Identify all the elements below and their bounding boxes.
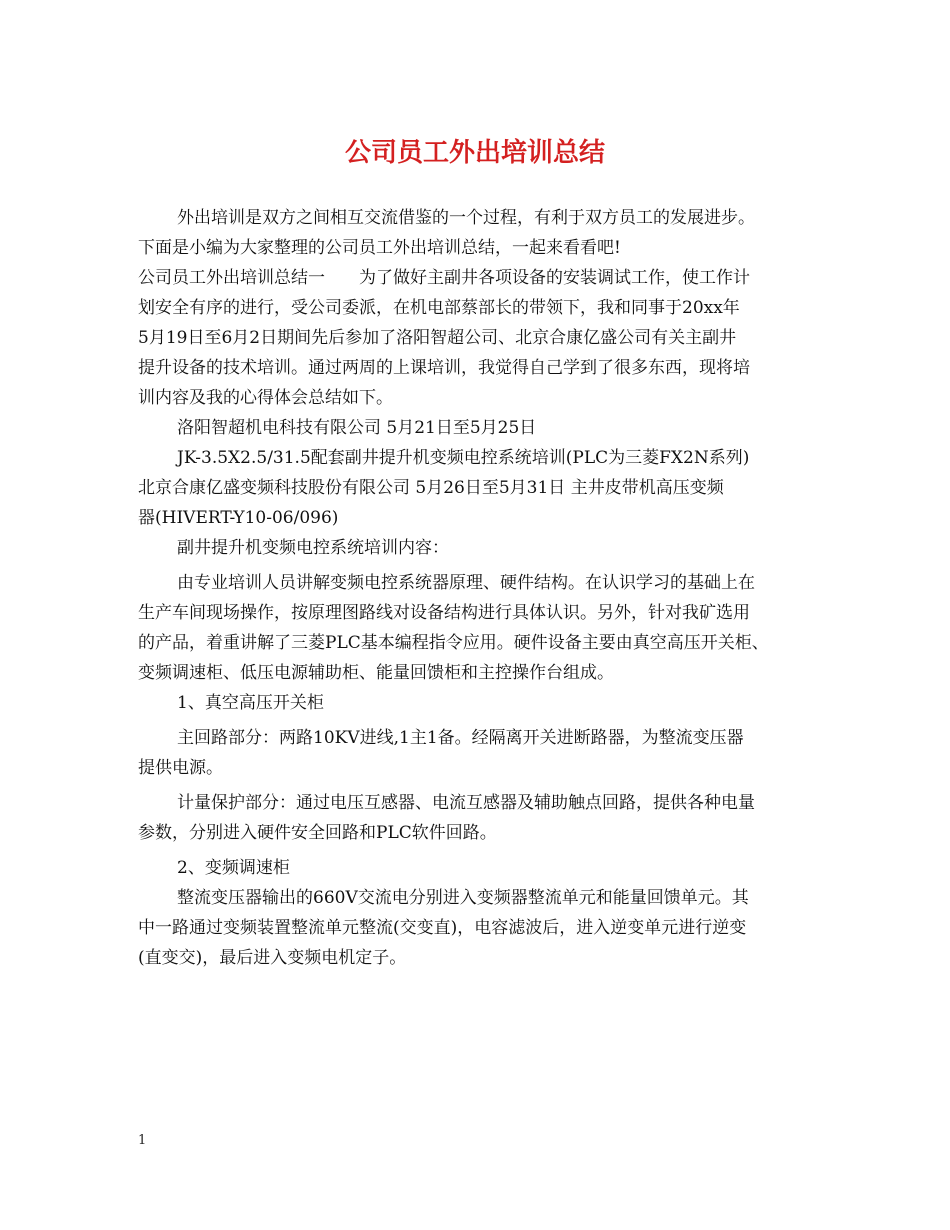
paragraph-line: 公司员工外出培训总结一 为了做好主副井各项设备的安装调试工作，使工作计 [138, 268, 750, 288]
paragraph-line: 变频调速柜、低压电源辅助柜、能量回馈柜和主控操作台组成。 [138, 663, 614, 683]
section-heading: 2、变频调速柜 [177, 858, 290, 878]
paragraph-line: 主回路部分：两路10KV进线,1主1备。经隔离开关进断路器，为整流变压器 [177, 728, 744, 748]
paragraph-line: 5月19日至6月2日期间先后参加了洛阳智超公司、北京合康亿盛公司有关主副井 [138, 328, 737, 348]
document-body [138, 203, 818, 973]
paragraph-line: 下面是小编为大家整理的公司员工外出培训总结，一起来看看吧! [138, 238, 621, 258]
page-number: 1 [138, 1133, 147, 1148]
paragraph-line: 训内容及我的心得体会总结如下。 [138, 388, 393, 408]
paragraph-line: 生产车间现场操作，按原理图路线对设备结构进行具体认识。另外，针对我矿选用 [138, 603, 750, 623]
document-title: 公司员工外出培训总结 [344, 138, 605, 168]
paragraph-line: 由专业培训人员讲解变频电控系统器原理、硬件结构。在认识学习的基础上在 [177, 573, 755, 593]
paragraph-line: 中一路通过变频装置整流单元整流(交变直)，电容滤波后，进入逆变单元进行逆变 [138, 918, 747, 938]
paragraph-line: 的产品，着重讲解了三菱PLC基本编程指令应用。硬件设备主要由真空高压开关柜、 [138, 633, 769, 653]
paragraph-line: 提升设备的技术培训。通过两周的上课培训，我觉得自己学到了很多东西，现将培 [138, 358, 750, 378]
paragraph-line: JK-3.5X2.5/31.5配套副井提升机变频电控系统培训(PLC为三菱FX2N系列) [177, 448, 750, 468]
paragraph-line: 外出培训是双方之间相互交流借鉴的一个过程，有利于双方员工的发展进步。 [177, 208, 755, 228]
paragraph-line: 北京合康亿盛变频科技股份有限公司 5月26日至5月31日 主井皮带机高压变频 [138, 478, 724, 498]
paragraph-line: 提供电源。 [138, 758, 223, 778]
paragraph-line: (直变交)，最后进入变频电机定子。 [138, 948, 407, 968]
paragraph-line: 计量保护部分：通过电压互感器、电流互感器及辅助触点回路，提供各种电量 [177, 793, 755, 813]
paragraph-line: 参数，分别进入硬件安全回路和PLC软件回路。 [138, 823, 497, 843]
paragraph-line: 划安全有序的进行，受公司委派，在机电部蔡部长的带领下，我和同事于20xx年 [138, 298, 740, 318]
section-heading: 1、真空高压开关柜 [177, 693, 324, 713]
paragraph-line: 整流变压器输出的660V交流电分别进入变频器整流单元和能量回馈单元。其 [177, 888, 749, 908]
paragraph-line: 器(HIVERT-Y10-06/096) [138, 508, 339, 528]
paragraph-line: 洛阳智超机电科技有限公司 5月21日至5月25日 [177, 418, 537, 438]
section-heading: 副井提升机变频电控系统培训内容： [177, 538, 449, 558]
